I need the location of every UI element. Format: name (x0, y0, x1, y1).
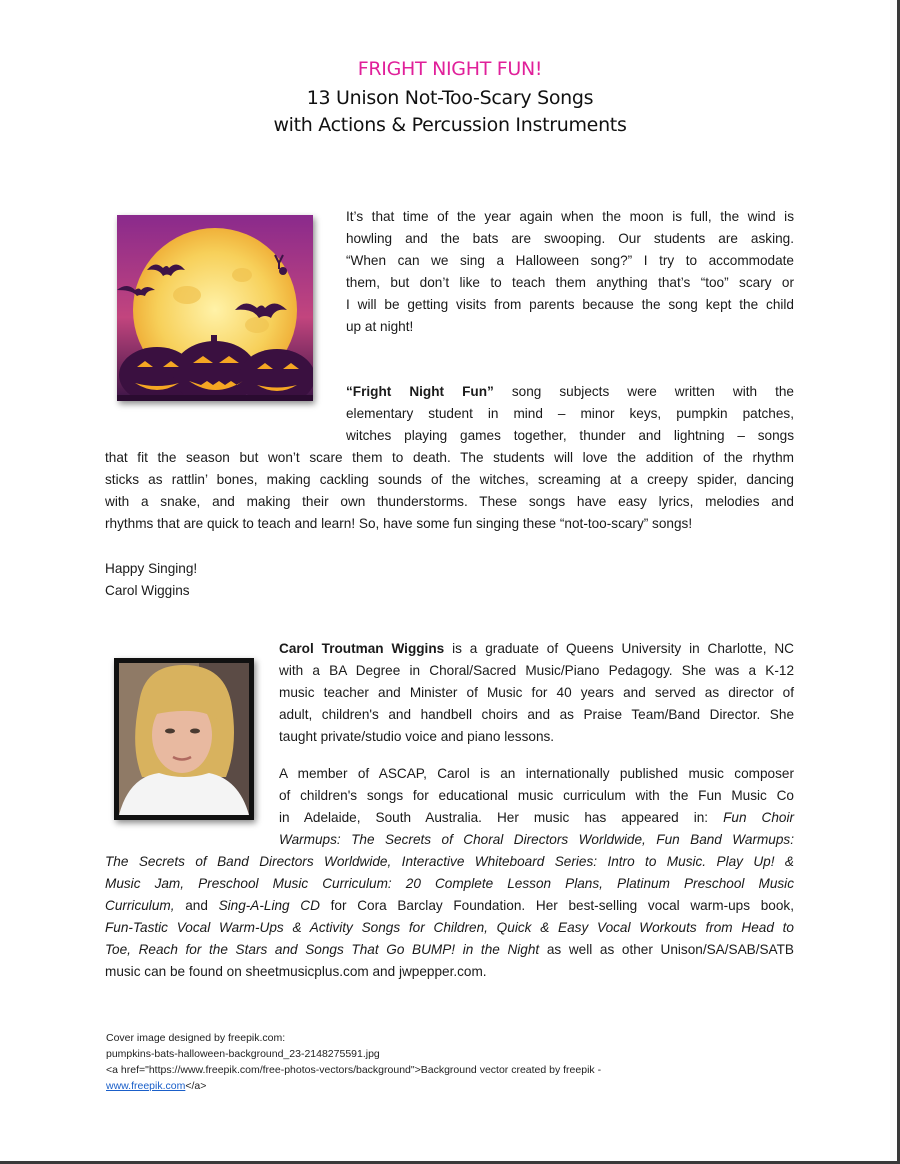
page-subtitle-line1: 13 Unison Not-Too-Scary Songs (306, 87, 594, 109)
intro-line: up at night! (346, 319, 414, 334)
signoff-name: Carol Wiggins (105, 583, 190, 598)
intro-line: It’s that time of the year again when the moon is full, the wind is (346, 209, 794, 224)
page-title: FRIGHT NIGHT FUN! (357, 58, 543, 80)
bio-line: taught private/studio voice and piano lessons. (279, 729, 555, 744)
bio-paragraph-1 (279, 638, 794, 748)
author-photo (114, 658, 254, 820)
signoff (105, 558, 405, 602)
bio-line: Carol Troutman Wiggins is a graduate of Queens University in Charlotte, NC (279, 641, 794, 656)
bio-line: Warmups: The Secrets of Choral Directors Worldwide, Fun Band Warmups: (279, 832, 794, 847)
bio-line: in Adelaide, South Australia. Her music has appeared in: Fun Choir (279, 810, 795, 825)
bio-line: Fun-Tastic Vocal Warm-Ups & Activity Songs for Children, Quick & Easy Vocal Workouts from Head to (105, 920, 794, 935)
description-line: witches playing games together, thunder and lightning – songs (346, 428, 794, 443)
intro-line: “When can we sing a Halloween song?” I try to accommodate (346, 253, 794, 268)
bio-paragraph-2-bottom (105, 851, 794, 983)
description-line: elementary student in mind – minor keys, pumpkin patches, (346, 406, 794, 421)
credit-line: <a href="https://www.freepik.com/free-photos-vectors/background">Background vector created by freepik - (106, 1064, 602, 1076)
bio-line: adult, children's and handbell choirs and as Praise Team/Band Director. She (279, 707, 794, 722)
credit-line: www.freepik.com</a> (106, 1080, 207, 1092)
signoff-greeting: Happy Singing! (105, 561, 198, 576)
intro-line: them, but don’t like to teach them anything that’s “too” scary or (346, 275, 794, 290)
description-paragraph-bottom (105, 447, 794, 535)
description-line: with a snake, and making their own thunderstorms. These songs have easy lyrics, melodies and (105, 494, 794, 509)
author-name-bold: Carol Troutman Wiggins (279, 641, 445, 656)
bio-line: Toe, Reach for the Stars and Songs That Go BUMP! in the Night as well as other Unison/SA/SAB/SATB (105, 942, 794, 957)
album-title-bold: “Fright Night Fun” (346, 384, 494, 399)
bio-paragraph-2-top (279, 763, 794, 851)
freepik-link[interactable]: www.freepik.com (106, 1080, 186, 1092)
bio-line: with a BA Degree in Choral/Sacred Music/Piano Pedagogy. She was a K-12 (279, 663, 794, 678)
author-portrait (119, 663, 249, 815)
description-line: rhythms that are quick to teach and learn! So, have some fun singing these “not-too-scary” songs! (105, 516, 693, 531)
halloween-cover-image (117, 215, 313, 401)
description-line: that fit the season but won’t scare them to death. The students will love the addition of the rhythm (105, 450, 794, 465)
credit-line: pumpkins-bats-halloween-background_23-2148275591.jpg (106, 1048, 380, 1060)
description-line: sticks as rattlin’ bones, making cackling sounds of the witches, screaming at a creepy spider, dancing (105, 472, 794, 487)
intro-paragraph (346, 206, 794, 338)
bio-line: music can be found on sheetmusicplus.com and jwpepper.com. (105, 964, 487, 979)
description-line: “Fright Night Fun” song subjects were written with the (346, 384, 794, 399)
bio-line: Curriculum, and Sing-A-Ling CD for Cora Barclay Foundation. Her best-selling vocal warm-ups book, (105, 898, 794, 913)
credit-line: Cover image designed by freepik.com: (106, 1032, 286, 1044)
page-subtitle-line2: with Actions & Percussion Instruments (273, 114, 627, 136)
bio-line: The Secrets of Band Directors Worldwide, Interactive Whiteboard Series: Intro to Music. Play Up! & (105, 854, 794, 869)
bio-line: A member of ASCAP, Carol is an internationally published music composer (279, 766, 794, 781)
intro-line: I will be getting visits from parents because the song kept the child (346, 297, 794, 312)
description-paragraph-top (346, 381, 794, 447)
halloween-moon-pumpkins-illustration (117, 215, 313, 401)
bio-line: music teacher and Minister of Music for 40 years and served as director of (279, 685, 794, 700)
bio-line: of children's songs for educational music curriculum with the Fun Music Co (279, 788, 794, 803)
image-credits (106, 1030, 601, 1094)
bio-line: Music Jam, Preschool Music Curriculum: 20 Complete Lesson Plans, Platinum Preschool Music (105, 876, 794, 891)
intro-line: howling and the bats are swooping. Our students are asking. (346, 231, 794, 246)
